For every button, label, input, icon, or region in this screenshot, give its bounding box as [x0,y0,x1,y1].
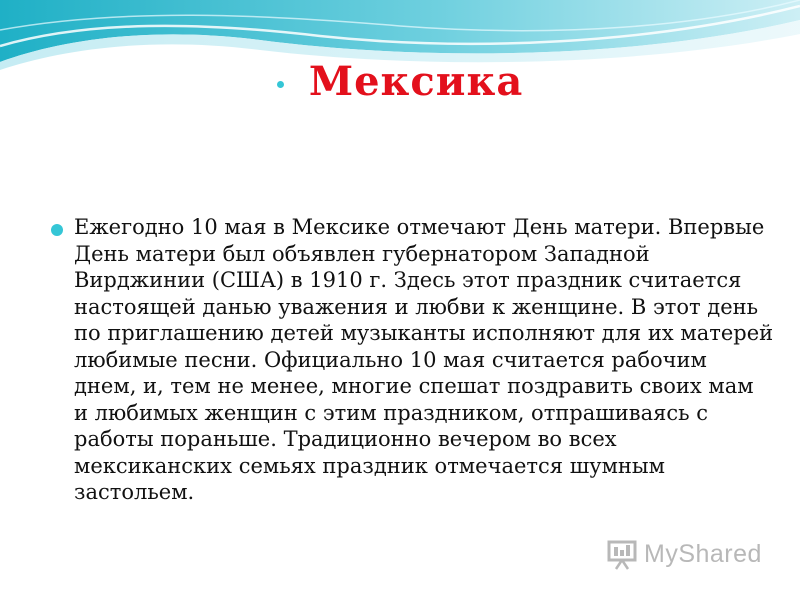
bullet-icon [51,224,63,236]
slide-title: Мексика [308,58,524,105]
title-row [0,58,800,128]
slide-body-text: Ежегодно 10 мая в Мексике отмечают День матери. Впервые День матери был объявлен губернатором Западной Вирджинии (США) в 1910 г. Здесь этот праздник считается настоящей данью уважения и любви к женщине. В этот день по приглашению детей музыканты исполняют для их матерей любимые песни. Официально 10 мая считается рабочим днем, и, тем не менее, многие спешат поздравить своих мам и любимых женщин с этим праздником, отпрашиваясь с работы пораньше. Традиционно вечером во всех мексиканских семьях праздник отмечается шумным застольем. [74,215,774,504]
presentation-board-icon [606,538,640,570]
bullet-icon [277,81,284,88]
watermark-text: MyShared [644,539,762,568]
watermark [606,538,762,570]
